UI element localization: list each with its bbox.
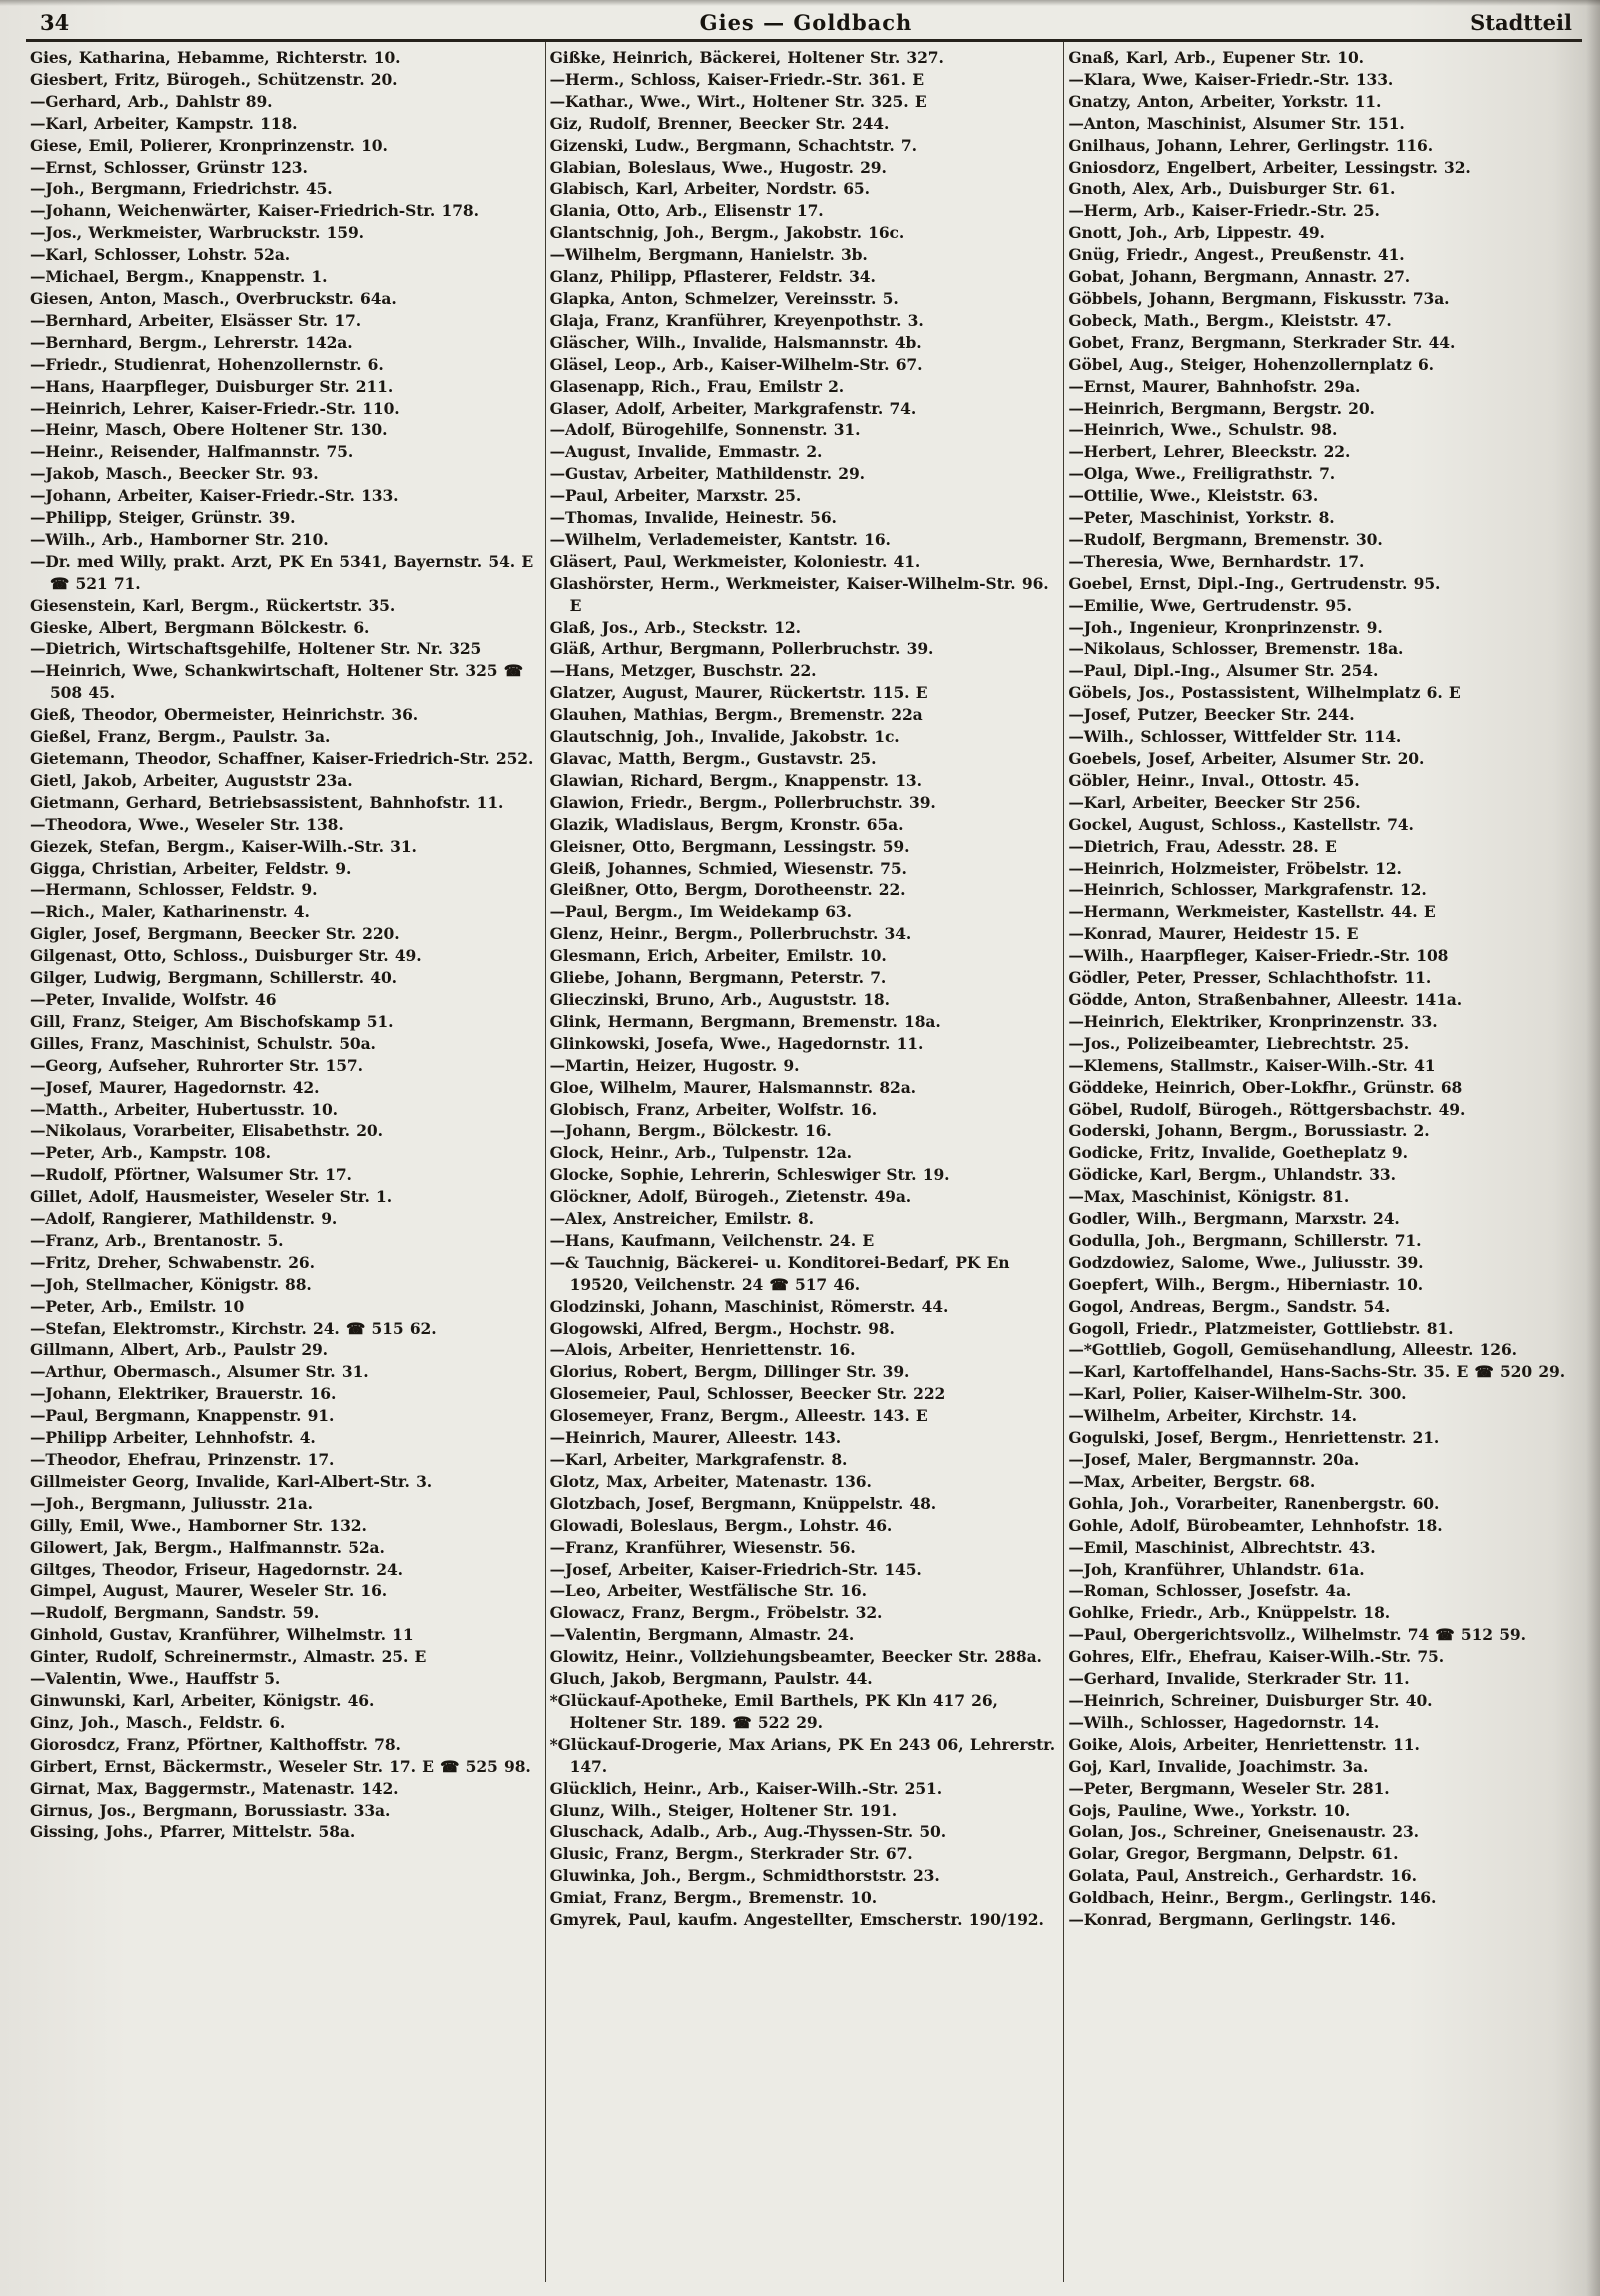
directory-entry: —Karl, Polier, Kaiser-Wilhelm-Str. 300. xyxy=(1068,1384,1407,1404)
directory-entry: Godler, Wilh., Bergmann, Marxstr. 24. xyxy=(1068,1209,1400,1229)
directory-entry: —Peter, Arb., Kampstr. 108. xyxy=(30,1143,271,1163)
directory-entry: Gill, Franz, Steiger, Am Bischofskamp 51. xyxy=(30,1011,394,1031)
directory-entry: —Max, Arbeiter, Bergstr. 68. xyxy=(1068,1471,1316,1491)
directory-entry: Gobat, Johann, Bergmann, Annastr. 27. xyxy=(1068,267,1411,287)
directory-entry: Golar, Gregor, Bergmann, Delpstr. 61. xyxy=(1068,1844,1399,1864)
directory-entry: —Emilie, Wwe, Gertrudenstr. 95. xyxy=(1068,595,1352,615)
directory-entry: —Joh, Kranführer, Uhlandstr. 61a. xyxy=(1068,1559,1365,1579)
directory-entry: —Peter, Maschinist, Yorkstr. 8. xyxy=(1068,508,1335,528)
directory-entry: Gnatzy, Anton, Arbeiter, Yorkstr. 11. xyxy=(1068,91,1382,111)
directory-entry: —Michael, Bergm., Knappenstr. 1. xyxy=(30,267,328,287)
directory-entry: —Martin, Heizer, Hugostr. 9. xyxy=(549,1055,800,1075)
directory-entry: Glenz, Heinr., Bergm., Pollerbruchstr. 34. xyxy=(549,924,912,944)
directory-entry: —Paul, Obergerichtsvollz., Wilhelmstr. 74 ☎ 512 59. xyxy=(1068,1625,1526,1645)
scan-edge-shadow xyxy=(1586,0,1600,2296)
directory-entry: —Wilhelm, Verlademeister, Kantstr. 16. xyxy=(549,529,891,549)
directory-entry: —Wilh., Arb., Hamborner Str. 210. xyxy=(30,529,329,549)
directory-entry: —Theodora, Wwe., Weseler Str. 138. xyxy=(30,814,344,834)
directory-entry: —Georg, Aufseher, Ruhrorter Str. 157. xyxy=(30,1055,363,1075)
directory-entry: —Bernhard, Arbeiter, Elsässer Str. 17. xyxy=(30,310,362,330)
directory-entry: Glogowski, Alfred, Bergm., Hochstr. 98. xyxy=(549,1318,895,1338)
directory-entry: Gluschack, Adalb., Arb., Aug.-Thyssen-Str. 50. xyxy=(549,1822,947,1842)
directory-entry: Gißke, Heinrich, Bäckerei, Holtener Str. 327. xyxy=(549,48,944,67)
directory-entry: —Johann, Weichenwärter, Kaiser-Friedrich-Str. 178. xyxy=(30,201,479,221)
directory-entry: Glania, Otto, Arb., Elisenstr 17. xyxy=(549,201,824,221)
directory-entry: —Bernhard, Bergm., Lehrerstr. 142a. xyxy=(30,332,353,352)
directory-entry: —Karl, Arbeiter, Kampstr. 118. xyxy=(30,113,298,133)
directory-entry: Glowadi, Boleslaus, Bergm., Lohstr. 46. xyxy=(549,1515,893,1535)
directory-entry: —Paul, Bergm., Im Weidekamp 63. xyxy=(549,902,852,922)
directory-entry: Glavac, Matth, Bergm., Gustavstr. 25. xyxy=(549,749,877,768)
directory-entry: Glinkowski, Josefa, Wwe., Hagedornstr. 11. xyxy=(549,1033,924,1053)
directory-entry: —Heinrich, Wwe., Schulstr. 98. xyxy=(1068,420,1338,440)
directory-entry: Glatzer, August, Maurer, Rückertstr. 115. E xyxy=(549,683,928,703)
directory-entry: —Karl, Kartoffelhandel, Hans-Sachs-Str. 35. E ☎ 520 29. xyxy=(1068,1362,1566,1382)
directory-entry: —Franz, Kranführer, Wiesenstr. 56. xyxy=(549,1537,856,1557)
page-number: 34 xyxy=(40,10,70,35)
directory-entry: Golan, Jos., Schreiner, Gneisenaustr. 23. xyxy=(1068,1822,1419,1842)
directory-entry: *Glückauf-Drogerie, Max Arians, PK En 243 06, Lehrerstr. 147. xyxy=(549,1734,1056,1776)
directory-entry: —Thomas, Invalide, Heinestr. 56. xyxy=(549,508,837,528)
directory-entry: —Jos., Werkmeister, Warbruckstr. 159. xyxy=(30,223,364,243)
directory-entry: —Josef, Arbeiter, Kaiser-Friedrich-Str. 145. xyxy=(549,1559,922,1579)
directory-entry: Gietemann, Theodor, Schaffner, Kaiser-Friedrich-Str. 252. xyxy=(30,749,534,768)
directory-entry: —Hermann, Schlosser, Feldstr. 9. xyxy=(30,880,318,900)
directory-entry: Glantschnig, Joh., Bergm., Jakobstr. 16c. xyxy=(549,223,905,243)
directory-entry: Godzdowiez, Salome, Wwe., Juliusstr. 39. xyxy=(1068,1252,1424,1272)
directory-entry: Gimpel, August, Maurer, Weseler Str. 16. xyxy=(30,1581,388,1601)
directory-entry: Goldbach, Heinr., Bergm., Gerlingstr. 146. xyxy=(1068,1888,1437,1908)
directory-entry: Glawian, Richard, Bergm., Knappenstr. 13. xyxy=(549,770,922,790)
directory-entry: Gies, Katharina, Hebamme, Richterstr. 10. xyxy=(30,48,401,67)
directory-entry: Gogoll, Friedr., Platzmeister, Gottliebstr. 81. xyxy=(1068,1318,1454,1338)
directory-entry: —Johann, Bergm., Bölckestr. 16. xyxy=(549,1121,832,1141)
directory-entry: Göbel, Aug., Steiger, Hohenzollernplatz 6. xyxy=(1068,354,1434,374)
directory-entry: —Heinrich, Maurer, Alleestr. 143. xyxy=(549,1428,842,1448)
directory-entry: Gillet, Adolf, Hausmeister, Weseler Str. 1. xyxy=(30,1187,393,1207)
directory-entry: —Rich., Maler, Katharinenstr. 4. xyxy=(30,902,310,922)
directory-entry: Gmyrek, Paul, kaufm. Angestellter, Emscherstr. 190/192. xyxy=(549,1910,1044,1930)
directory-entry: Glanz, Philipp, Pflasterer, Feldstr. 34. xyxy=(549,267,876,287)
directory-entry: Gissing, Johs., Pfarrer, Mittelstr. 58a. xyxy=(30,1822,356,1842)
directory-entry: Gödde, Anton, Straßenbahner, Alleestr. 141a. xyxy=(1068,989,1462,1009)
directory-entry: Gleiß, Johannes, Schmied, Wiesenstr. 75. xyxy=(549,858,907,878)
directory-entry: —Josef, Maurer, Hagedornstr. 42. xyxy=(30,1077,320,1097)
directory-entry: —Gerhard, Invalide, Sterkrader Str. 11. xyxy=(1068,1669,1410,1689)
directory-entry: Glowitz, Heinr., Vollziehungsbeamter, Beecker Str. 288a. xyxy=(549,1647,1042,1667)
directory-entry: —Peter, Bergmann, Weseler Str. 281. xyxy=(1068,1778,1390,1798)
directory-entry: Göbler, Heinr., Inval., Ottostr. 45. xyxy=(1068,770,1360,790)
directory-entry: Giese, Emil, Polierer, Kronprinzenstr. 10. xyxy=(30,135,388,155)
directory-entry: —Wilh., Haarpfleger, Kaiser-Friedr.-Str. 108 xyxy=(1068,946,1449,966)
directory-entry: Glocke, Sophie, Lehrerin, Schleswiger Str. 19. xyxy=(549,1165,950,1185)
directory-entry: —Hans, Haarpfleger, Duisburger Str. 211. xyxy=(30,376,394,396)
directory-entry: Gniosdorz, Engelbert, Arbeiter, Lessingstr. 32. xyxy=(1068,157,1471,177)
directory-entry: Göbel, Rudolf, Bürogeh., Röttgersbachstr. 49. xyxy=(1068,1099,1466,1119)
directory-entry: —Rudolf, Pförtner, Walsumer Str. 17. xyxy=(30,1165,352,1185)
directory-entry: Gockel, August, Schloss., Kastellstr. 74. xyxy=(1068,814,1414,834)
directory-entry: Glashörster, Herm., Werkmeister, Kaiser-Wilhelm-Str. 96. E xyxy=(549,573,1049,615)
directory-entry: —Ernst, Maurer, Bahnhofstr. 29a. xyxy=(1068,376,1361,396)
directory-entry: —Theresia, Wwe, Bernhardstr. 17. xyxy=(1068,551,1365,571)
directory-entry: —Johann, Arbeiter, Kaiser-Friedr.-Str. 133. xyxy=(30,486,399,506)
directory-entry: Gilles, Franz, Maschinist, Schulstr. 50a. xyxy=(30,1033,376,1053)
directory-entry: —Roman, Schlosser, Josefstr. 4a. xyxy=(1068,1581,1352,1601)
directory-entry: —Adolf, Rangierer, Mathildenstr. 9. xyxy=(30,1209,338,1229)
directory-column-2 xyxy=(545,42,1064,2282)
directory-entry: —Heinrich, Wwe, Schankwirtschaft, Holtener Str. 325 ☎ 508 45. xyxy=(30,661,523,703)
directory-entry: —Joh, Stellmacher, Königstr. 88. xyxy=(30,1274,312,1294)
directory-entry: —Paul, Arbeiter, Marxstr. 25. xyxy=(549,486,802,506)
directory-entry: Glowacz, Franz, Bergm., Fröbelstr. 32. xyxy=(549,1603,883,1623)
directory-entry: —Heinrich, Schreiner, Duisburger Str. 40. xyxy=(1068,1690,1433,1710)
directory-entry: Gnilhaus, Johann, Lehrer, Gerlingstr. 116. xyxy=(1068,135,1434,155)
directory-entry: Gmiat, Franz, Bergm., Bremenstr. 10. xyxy=(549,1888,877,1908)
directory-entry: Gieske, Albert, Bergmann Bölckestr. 6. xyxy=(30,617,370,637)
directory-entry: —Josef, Maler, Bergmannstr. 20a. xyxy=(1068,1450,1360,1469)
directory-entry: Gigler, Josef, Bergmann, Beecker Str. 220. xyxy=(30,924,400,944)
directory-entry: Glaja, Franz, Kranführer, Kreyenpothstr. 3. xyxy=(549,310,924,330)
directory-entry: Ginter, Rudolf, Schreinermstr., Almastr. 25. E xyxy=(30,1647,427,1667)
directory-entry: —Heinrich, Schlosser, Markgrafenstr. 12. xyxy=(1068,880,1427,900)
directory-entry: Glosemeier, Paul, Schlosser, Beecker Str. 222 xyxy=(549,1384,946,1404)
directory-entry: Gluch, Jakob, Bergmann, Paulstr. 44. xyxy=(549,1669,873,1689)
directory-entry: —Paul, Dipl.-Ing., Alsumer Str. 254. xyxy=(1068,661,1379,681)
directory-entry: —Leo, Arbeiter, Westfälische Str. 16. xyxy=(549,1581,867,1601)
directory-entry: Gojs, Pauline, Wwe., Yorkstr. 10. xyxy=(1068,1800,1351,1820)
directory-entry: —Karl, Schlosser, Lohstr. 52a. xyxy=(30,245,291,265)
directory-entry: Glock, Heinr., Arb., Tulpenstr. 12a. xyxy=(549,1143,852,1163)
directory-entry: Göbbels, Johann, Bergmann, Fiskusstr. 73a. xyxy=(1068,288,1450,308)
directory-entry: Glawion, Friedr., Bergm., Pollerbruchstr. 39. xyxy=(549,792,936,812)
directory-entry: —Joh., Ingenieur, Kronprinzenstr. 9. xyxy=(1068,617,1383,637)
directory-entry: Gläscher, Wilh., Invalide, Halsmannstr. 4b. xyxy=(549,332,922,352)
directory-entry: —Heinrich, Elektriker, Kronprinzenstr. 33. xyxy=(1068,1011,1438,1031)
page-header xyxy=(26,8,1582,42)
directory-entry: Gohle, Adolf, Bürobeamter, Lehnhofstr. 18. xyxy=(1068,1515,1443,1535)
directory-entry: Girbert, Ernst, Bäckermstr., Weseler Str. 17. E ☎ 525 98. xyxy=(30,1756,531,1776)
directory-entry: Gilowert, Jak, Bergm., Halfmannstr. 52a. xyxy=(30,1537,385,1557)
directory-entry: —Dr. med Willy, prakt. Arzt, PK En 5341, Bayernstr. 54. E ☎ 521 71. xyxy=(30,551,534,593)
directory-entry: Gödler, Peter, Presser, Schlachthofstr. 11. xyxy=(1068,968,1432,988)
directory-entry: —Hermann, Werkmeister, Kastellstr. 44. E xyxy=(1068,902,1436,922)
directory-entry: Glücklich, Heinr., Arb., Kaiser-Wilh.-Str. 251. xyxy=(549,1778,943,1798)
directory-entry: Gogulski, Josef, Bergm., Henriettenstr. 21. xyxy=(1068,1428,1440,1448)
directory-entry: —Dietrich, Wirtschaftsgehilfe, Holtener Str. Nr. 325 xyxy=(30,639,482,659)
directory-entry: —Konrad, Bergmann, Gerlingstr. 146. xyxy=(1068,1910,1396,1930)
directory-entry: —Olga, Wwe., Freiligrathstr. 7. xyxy=(1068,464,1336,484)
directory-entry: Ginwunski, Karl, Arbeiter, Königstr. 46. xyxy=(30,1690,375,1710)
directory-entry: Glieczinski, Bruno, Arb., Auguststr. 18. xyxy=(549,989,890,1009)
directory-entry: Giesbert, Fritz, Bürogeh., Schützenstr. 20. xyxy=(30,69,398,89)
directory-entry: Goebel, Ernst, Dipl.-Ing., Gertrudenstr. 95. xyxy=(1068,573,1441,593)
directory-entry: —Alois, Arbeiter, Henriettenstr. 16. xyxy=(549,1340,856,1360)
directory-entry: Gleisner, Otto, Bergmann, Lessingstr. 59. xyxy=(549,836,910,856)
directory-entry: Godulla, Joh., Bergmann, Schillerstr. 71. xyxy=(1068,1230,1422,1250)
directory-entry: Gietmann, Gerhard, Betriebsassistent, Bahnhofstr. 11. xyxy=(30,792,504,812)
directory-entry: —Jakob, Masch., Beecker Str. 93. xyxy=(30,464,319,484)
directory-entry: —Wilh., Schlosser, Wittfelder Str. 114. xyxy=(1068,727,1402,747)
directory-entry: Gödicke, Karl, Bergm., Uhlandstr. 33. xyxy=(1068,1165,1396,1185)
directory-entry: Gläsel, Leop., Arb., Kaiser-Wilhelm-Str. 67. xyxy=(549,354,923,374)
directory-entry: Globisch, Franz, Arbeiter, Wolfstr. 16. xyxy=(549,1099,878,1119)
directory-entry: Gloe, Wilhelm, Maurer, Halsmannstr. 82a. xyxy=(549,1077,916,1097)
directory-entry: Glorius, Robert, Bergm, Dillinger Str. 39. xyxy=(549,1362,910,1382)
directory-entry: —Heinr., Reisender, Halfmannstr. 75. xyxy=(30,442,354,462)
directory-entry: Glasenapp, Rich., Frau, Emilstr 2. xyxy=(549,376,845,396)
directory-entry: —Johann, Elektriker, Brauerstr. 16. xyxy=(30,1384,337,1404)
directory-entry: Ginhold, Gustav, Kranführer, Wilhelmstr. 11 xyxy=(30,1625,414,1645)
directory-entry: —Paul, Bergmann, Knappenstr. 91. xyxy=(30,1406,335,1426)
directory-entry: Gohla, Joh., Vorarbeiter, Ranenbergstr. 60. xyxy=(1068,1493,1440,1513)
directory-entry: —Rudolf, Bergmann, Sandstr. 59. xyxy=(30,1603,320,1623)
directory-entry: Goj, Karl, Invalide, Joachimstr. 3a. xyxy=(1068,1756,1369,1776)
directory-entry: Gläsert, Paul, Werkmeister, Koloniestr. 41. xyxy=(549,551,921,571)
directory-entry: —Alex, Anstreicher, Emilstr. 8. xyxy=(549,1209,814,1229)
directory-entry: Girnat, Max, Baggermstr., Matenastr. 142. xyxy=(30,1778,399,1798)
directory-entry: —Josef, Putzer, Beecker Str. 244. xyxy=(1068,705,1355,725)
section-label: Stadtteil xyxy=(1470,10,1572,35)
directory-entry: —Herbert, Lehrer, Bleeckstr. 22. xyxy=(1068,442,1351,462)
directory-entry: —Adolf, Bürogehilfe, Sonnenstr. 31. xyxy=(549,420,861,440)
directory-entry: Goike, Alois, Arbeiter, Henriettenstr. 11. xyxy=(1068,1734,1420,1754)
directory-entry: Gohres, Elfr., Ehefrau, Kaiser-Wilh.-Str. 75. xyxy=(1068,1647,1444,1667)
directory-entry: —Max, Maschinist, Königstr. 81. xyxy=(1068,1187,1350,1207)
directory-entry: Glunz, Wilh., Steiger, Holtener Str. 191. xyxy=(549,1800,898,1820)
directory-entry: —Karl, Arbeiter, Markgrafenstr. 8. xyxy=(549,1450,848,1469)
directory-entry: Gilgenast, Otto, Schloss., Duisburger Str. 49. xyxy=(30,946,422,966)
directory-entry: Glusic, Franz, Bergm., Sterkrader Str. 67. xyxy=(549,1844,913,1864)
directory-entry: Glosemeyer, Franz, Bergm., Alleestr. 143. E xyxy=(549,1406,928,1426)
directory-columns xyxy=(26,42,1582,2282)
directory-entry: Girnus, Jos., Bergmann, Borussiastr. 33a. xyxy=(30,1800,391,1820)
directory-entry: Gnaß, Karl, Arb., Eupener Str. 10. xyxy=(1068,48,1364,67)
directory-entry: Glapka, Anton, Schmelzer, Vereinsstr. 5. xyxy=(549,288,899,308)
directory-entry: Glabian, Boleslaus, Wwe., Hugostr. 29. xyxy=(549,157,887,177)
directory-entry: Glesmann, Erich, Arbeiter, Emilstr. 10. xyxy=(549,946,887,966)
directory-entry: Gilly, Emil, Wwe., Hamborner Str. 132. xyxy=(30,1515,367,1535)
directory-entry: Giz, Rudolf, Brenner, Beecker Str. 244. xyxy=(549,113,890,133)
directory-entry: —Fritz, Dreher, Schwabenstr. 26. xyxy=(30,1252,315,1272)
directory-entry: —Herm, Arb., Kaiser-Friedr.-Str. 25. xyxy=(1068,201,1380,221)
directory-entry: —Hans, Kaufmann, Veilchenstr. 24. E xyxy=(549,1230,875,1250)
directory-entry: Gliebe, Johann, Bergmann, Peterstr. 7. xyxy=(549,968,887,988)
directory-entry: —Gerhard, Arb., Dahlstr 89. xyxy=(30,91,273,111)
directory-entry: —Emil, Maschinist, Albrechtstr. 43. xyxy=(1068,1537,1376,1557)
directory-entry: —Hans, Metzger, Buschstr. 22. xyxy=(549,661,817,681)
directory-entry: Göbels, Jos., Postassistent, Wilhelmplatz 6. E xyxy=(1068,683,1461,703)
directory-entry: —Peter, Invalide, Wolfstr. 46 xyxy=(30,989,277,1009)
directory-entry: Giorosdcz, Franz, Pförtner, Kalthoffstr. 78. xyxy=(30,1734,401,1754)
directory-entry: —Konrad, Maurer, Heidestr 15. E xyxy=(1068,924,1359,944)
directory-entry: Gnüg, Friedr., Angest., Preußenstr. 41. xyxy=(1068,245,1405,265)
directory-entry: Gillmann, Albert, Arb., Paulstr 29. xyxy=(30,1340,328,1360)
directory-entry: Ginz, Joh., Masch., Feldstr. 6. xyxy=(30,1712,286,1732)
directory-column-3 xyxy=(1063,42,1582,2282)
directory-entry: Gillmeister Georg, Invalide, Karl-Albert-Str. 3. xyxy=(30,1471,433,1491)
directory-entry: Glotzbach, Josef, Bergmann, Knüppelstr. 48. xyxy=(549,1493,937,1513)
directory-entry: —*Gottlieb, Gogoll, Gemüsehandlung, Alleestr. 126. xyxy=(1068,1340,1517,1360)
page-title: Gies — Goldbach xyxy=(699,10,913,35)
directory-entry: —Peter, Arb., Emilstr. 10 xyxy=(30,1296,245,1316)
directory-entry: —Arthur, Obermasch., Alsumer Str. 31. xyxy=(30,1362,369,1382)
directory-entry: —Klara, Wwe, Kaiser-Friedr.-Str. 133. xyxy=(1068,69,1394,89)
directory-entry: —Kathar., Wwe., Wirt., Holtener Str. 325. E xyxy=(549,91,927,111)
directory-entry: Goderski, Johann, Bergm., Borussiastr. 2. xyxy=(1068,1121,1430,1141)
directory-entry: —Wilhelm, Arbeiter, Kirchstr. 14. xyxy=(1068,1406,1357,1426)
directory-entry: —Heinrich, Bergmann, Bergstr. 20. xyxy=(1068,398,1375,418)
directory-entry: —Theodor, Ehefrau, Prinzenstr. 17. xyxy=(30,1450,335,1469)
directory-entry: —Valentin, Bergmann, Almastr. 24. xyxy=(549,1625,855,1645)
directory-entry: Glink, Hermann, Bergmann, Bremenstr. 18a. xyxy=(549,1011,941,1031)
directory-entry: Gietl, Jakob, Arbeiter, Auguststr 23a. xyxy=(30,770,353,790)
directory-entry: Glodzinski, Johann, Maschinist, Römerstr. 44. xyxy=(549,1296,949,1316)
directory-entry: —Stefan, Elektromstr., Kirchstr. 24. ☎ 515 62. xyxy=(30,1318,437,1338)
directory-entry: —Heinrich, Holzmeister, Fröbelstr. 12. xyxy=(1068,858,1402,878)
scan-top-shadow xyxy=(0,0,1600,6)
directory-entry: Gläß, Arthur, Bergmann, Pollerbruchstr. 39. xyxy=(549,639,934,659)
directory-entry: Göddeke, Heinrich, Ober-Lokfhr., Grünstr. 68 xyxy=(1068,1077,1463,1097)
directory-entry: Glautschnig, Joh., Invalide, Jakobstr. 1c. xyxy=(549,727,900,747)
directory-entry: —Ernst, Schlosser, Grünstr 123. xyxy=(30,157,308,177)
directory-entry: —Heinrich, Lehrer, Kaiser-Friedr.-Str. 110. xyxy=(30,398,400,418)
directory-entry: —Philipp Arbeiter, Lehnhofstr. 4. xyxy=(30,1428,316,1448)
directory-entry: Gluwinka, Joh., Bergm., Schmidthorststr. 23. xyxy=(549,1866,940,1886)
directory-entry: —Joh., Bergmann, Friedrichstr. 45. xyxy=(30,179,333,199)
directory-entry: —Ottilie, Wwe., Kleiststr. 63. xyxy=(1068,486,1319,506)
directory-entry: *Glückauf-Apotheke, Emil Barthels, PK Kln 417 26, Holtener Str. 189. ☎ 522 29. xyxy=(549,1690,998,1732)
directory-entry: —Anton, Maschinist, Alsumer Str. 151. xyxy=(1068,113,1405,133)
directory-entry: —Herm., Schloss, Kaiser-Friedr.-Str. 361. E xyxy=(549,69,924,89)
directory-entry: —Valentin, Wwe., Hauffstr 5. xyxy=(30,1669,281,1689)
directory-entry: Gogol, Andreas, Bergm., Sandstr. 54. xyxy=(1068,1296,1391,1316)
directory-entry: Gnott, Joh., Arb, Lippestr. 49. xyxy=(1068,223,1325,243)
directory-entry: Gobet, Franz, Bergmann, Sterkrader Str. 44. xyxy=(1068,332,1456,352)
directory-entry: Glaß, Jos., Arb., Steckstr. 12. xyxy=(549,617,801,637)
directory-entry: Glaser, Adolf, Arbeiter, Markgrafenstr. 74. xyxy=(549,398,917,418)
directory-entry: —Philipp, Steiger, Grünstr. 39. xyxy=(30,508,296,528)
directory-entry: Giezek, Stefan, Bergm., Kaiser-Wilh.-Str. 31. xyxy=(30,836,417,856)
directory-entry: Glöckner, Adolf, Bürogeh., Zietenstr. 49a. xyxy=(549,1187,912,1207)
directory-entry: —Joh., Bergmann, Juliusstr. 21a. xyxy=(30,1493,313,1513)
directory-entry: Glauhen, Mathias, Bergm., Bremenstr. 22a xyxy=(549,705,923,725)
directory-entry: Glazik, Wladislaus, Bergm, Kronstr. 65a. xyxy=(549,814,904,834)
directory-entry: —Rudolf, Bergmann, Bremenstr. 30. xyxy=(1068,529,1383,549)
directory-entry: Goepfert, Wilh., Bergm., Hiberniastr. 10. xyxy=(1068,1274,1424,1294)
directory-entry: Gießel, Franz, Bergm., Paulstr. 3a. xyxy=(30,727,331,747)
directory-entry: Gobeck, Math., Bergm., Kleiststr. 47. xyxy=(1068,310,1392,330)
directory-entry: —Klemens, Stallmstr., Kaiser-Wilh.-Str. 41 xyxy=(1068,1055,1436,1075)
directory-entry: —Wilhelm, Bergmann, Hanielstr. 3b. xyxy=(549,245,868,265)
directory-entry: Goebels, Josef, Arbeiter, Alsumer Str. 20. xyxy=(1068,749,1425,768)
directory-entry: Giesen, Anton, Masch., Overbruckstr. 64a. xyxy=(30,288,397,308)
directory-entry: Giltges, Theodor, Friseur, Hagedornstr. 24. xyxy=(30,1559,403,1579)
directory-entry: —Dietrich, Frau, Adesstr. 28. E xyxy=(1068,836,1337,856)
directory-entry: —Gustav, Arbeiter, Mathildenstr. 29. xyxy=(549,464,865,484)
directory-entry: —& Tauchnig, Bäckerei- u. Konditorei-Bedarf, PK En 19520, Veilchenstr. 24 ☎ 517 46. xyxy=(549,1252,1010,1294)
directory-entry: —Matth., Arbeiter, Hubertusstr. 10. xyxy=(30,1099,338,1119)
directory-entry: —Nikolaus, Schlosser, Bremenstr. 18a. xyxy=(1068,639,1404,659)
directory-entry: —Jos., Polizeibeamter, Liebrechtstr. 25. xyxy=(1068,1033,1410,1053)
directory-entry: Gohlke, Friedr., Arb., Knüppelstr. 18. xyxy=(1068,1603,1391,1623)
directory-entry: Giesenstein, Karl, Bergm., Rückertstr. 35. xyxy=(30,595,396,615)
directory-entry: —Nikolaus, Vorarbeiter, Elisabethstr. 20. xyxy=(30,1121,383,1141)
directory-entry: Gigga, Christian, Arbeiter, Feldstr. 9. xyxy=(30,858,352,878)
directory-entry: Godicke, Fritz, Invalide, Goetheplatz 9. xyxy=(1068,1143,1408,1163)
directory-entry: Gizenski, Ludw., Bergmann, Schachtstr. 7. xyxy=(549,135,917,155)
directory-entry: Gieß, Theodor, Obermeister, Heinrichstr. 36. xyxy=(30,705,419,725)
directory-entry: Golata, Paul, Anstreich., Gerhardstr. 16. xyxy=(1068,1866,1417,1886)
directory-entry: Glotz, Max, Arbeiter, Matenastr. 136. xyxy=(549,1471,872,1491)
directory-entry: —Franz, Arb., Brentanostr. 5. xyxy=(30,1230,284,1250)
directory-entry: —Karl, Arbeiter, Beecker Str 256. xyxy=(1068,792,1361,812)
directory-entry: Gnoth, Alex, Arb., Duisburger Str. 61. xyxy=(1068,179,1396,199)
directory-entry: —Friedr., Studienrat, Hohenzollernstr. 6. xyxy=(30,354,384,374)
directory-entry: Glabisch, Karl, Arbeiter, Nordstr. 65. xyxy=(549,179,870,199)
directory-entry: Gilger, Ludwig, Bergmann, Schillerstr. 40. xyxy=(30,968,397,988)
directory-entry: —August, Invalide, Emmastr. 2. xyxy=(549,442,823,462)
directory-entry: —Wilh., Schlosser, Hagedornstr. 14. xyxy=(1068,1712,1380,1732)
directory-entry: —Heinr, Masch, Obere Holtener Str. 130. xyxy=(30,420,388,440)
directory-column-1 xyxy=(26,42,545,2282)
directory-entry: Gleißner, Otto, Bergm, Dorotheenstr. 22. xyxy=(549,880,906,900)
